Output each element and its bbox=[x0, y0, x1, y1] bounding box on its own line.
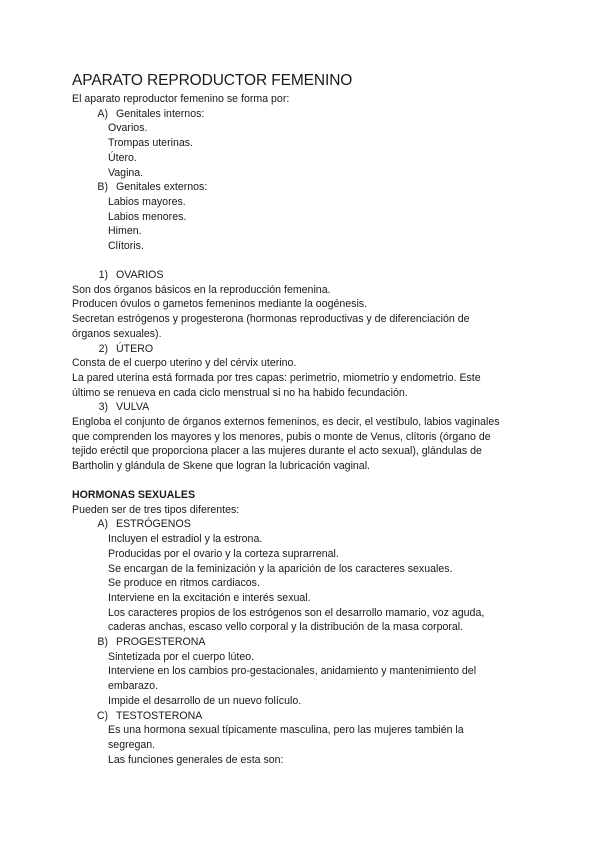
list-marker: A) bbox=[97, 107, 108, 120]
anatomy-section bbox=[72, 92, 524, 254]
list-item-testosterona bbox=[72, 709, 524, 724]
paragraph-line: Bartholin y glándula de Skene que logran la lubricación vaginal. bbox=[72, 460, 371, 473]
paragraph-line: órganos sexuales). bbox=[72, 327, 162, 340]
heading-text: ESTRÓGENOS bbox=[116, 518, 191, 531]
paragraph-line: La pared uterina está formada por tres capas: perimetrio, miometrio y endometrio. Este bbox=[72, 371, 481, 384]
list-label: Genitales externos: bbox=[116, 181, 208, 194]
list-marker: B) bbox=[97, 181, 108, 194]
heading-text: VULVA bbox=[116, 401, 150, 414]
section-heading-ovarios bbox=[72, 268, 524, 283]
list-marker: C) bbox=[96, 709, 108, 722]
list-subitem: embarazo. bbox=[108, 680, 159, 693]
list-subitem: Interviene en la excitación e interés sexual. bbox=[108, 591, 311, 604]
list-subitem: Producidas por el ovario y la corteza suprarrenal. bbox=[108, 547, 339, 560]
hormones-section bbox=[72, 488, 524, 767]
list-subitem: Incluyen el estradiol y la estrona. bbox=[108, 533, 263, 546]
list-subitem: Las funciones generales de esta son: bbox=[108, 753, 284, 766]
heading-text: PROGESTERONA bbox=[116, 636, 206, 649]
organs-section bbox=[72, 268, 524, 474]
paragraph-line: Engloba el conjunto de órganos externos femeninos, es decir, el vestíbulo, labios vaginales bbox=[72, 416, 500, 429]
list-subitem: Los caracteres propios de los estrógenos son el desarrollo mamario, voz aguda, bbox=[108, 606, 485, 619]
section-heading-hormonas: HORMONAS SEXUALES bbox=[72, 489, 196, 501]
section-heading-vulva bbox=[72, 400, 524, 415]
list-item-progesterona bbox=[72, 635, 524, 650]
list-subitem: Labios mayores. bbox=[108, 195, 186, 208]
list-subitem: Se produce en ritmos cardiacos. bbox=[108, 577, 260, 590]
list-subitem: Clítoris. bbox=[108, 240, 144, 253]
paragraph-line: Consta de el cuerpo uterino y del cérvix uterino. bbox=[72, 357, 297, 370]
list-subitem: Labios menores. bbox=[108, 210, 187, 223]
paragraph-line: tejido eréctil que proporciona placer a las mujeres durante el acto sexual), glándulas de bbox=[72, 445, 482, 458]
list-subitem: Ovarios. bbox=[108, 122, 148, 135]
list-item-externos bbox=[72, 180, 524, 195]
list-subitem: Es una hormona sexual típicamente masculina, pero las mujeres también la bbox=[108, 724, 464, 737]
paragraph-line: Producen óvulos o gametos femeninos mediante la oogénesis. bbox=[72, 298, 368, 311]
paragraph-line: Secretan estrógenos y progesterona (hormonas reproductivas y de diferenciación de bbox=[72, 313, 470, 326]
list-marker: 3) bbox=[98, 401, 108, 414]
heading-text: ÚTERO bbox=[116, 342, 154, 355]
list-subitem: Impide el desarrollo de un nuevo folículo. bbox=[108, 694, 302, 707]
list-subitem: Himen. bbox=[108, 225, 142, 238]
intro-text: El aparato reproductor femenino se forma por: bbox=[72, 93, 290, 105]
paragraph-line: Son dos órganos básicos en la reproducción femenina. bbox=[72, 283, 331, 296]
list-marker: B) bbox=[97, 636, 108, 649]
list-subitem: Vagina. bbox=[108, 166, 144, 179]
list-subitem: Interviene en los cambios pro-gestacionales, anidamiento y mantenimiento del bbox=[108, 665, 477, 678]
section-heading-utero bbox=[72, 342, 524, 357]
paragraph-line: que comprenden los mayores y los menores, pubis o monte de Venus, clítoris (órgano de bbox=[72, 430, 491, 443]
list-subitem: Se encargan de la feminización y la aparición de los caracteres sexuales. bbox=[108, 562, 453, 575]
heading-text: OVARIOS bbox=[116, 269, 164, 281]
list-marker: A) bbox=[97, 518, 108, 531]
list-subitem: Sintetizada por el cuerpo lúteo. bbox=[108, 650, 255, 663]
list-marker: 2) bbox=[98, 342, 108, 355]
list-subitem: Útero. bbox=[108, 151, 137, 164]
list-item-internos bbox=[72, 107, 524, 122]
list-subitem: caderas anchas, escaso vello corporal y la distribución de la masa corporal. bbox=[108, 621, 464, 634]
heading-text: TESTOSTERONA bbox=[116, 709, 203, 722]
list-marker: 1) bbox=[98, 269, 108, 281]
intro-text: Pueden ser de tres tipos diferentes: bbox=[72, 503, 240, 516]
list-label: Genitales internos: bbox=[116, 107, 205, 120]
list-subitem: segregan. bbox=[108, 738, 156, 751]
paragraph-line: último se renueva en cada ciclo menstrual si no ha habido fecundación. bbox=[72, 386, 408, 399]
page-title: APARATO REPRODUCTOR FEMENINO bbox=[72, 72, 353, 89]
list-item-estrogenos bbox=[72, 517, 524, 532]
list-subitem: Trompas uterinas. bbox=[108, 137, 193, 150]
